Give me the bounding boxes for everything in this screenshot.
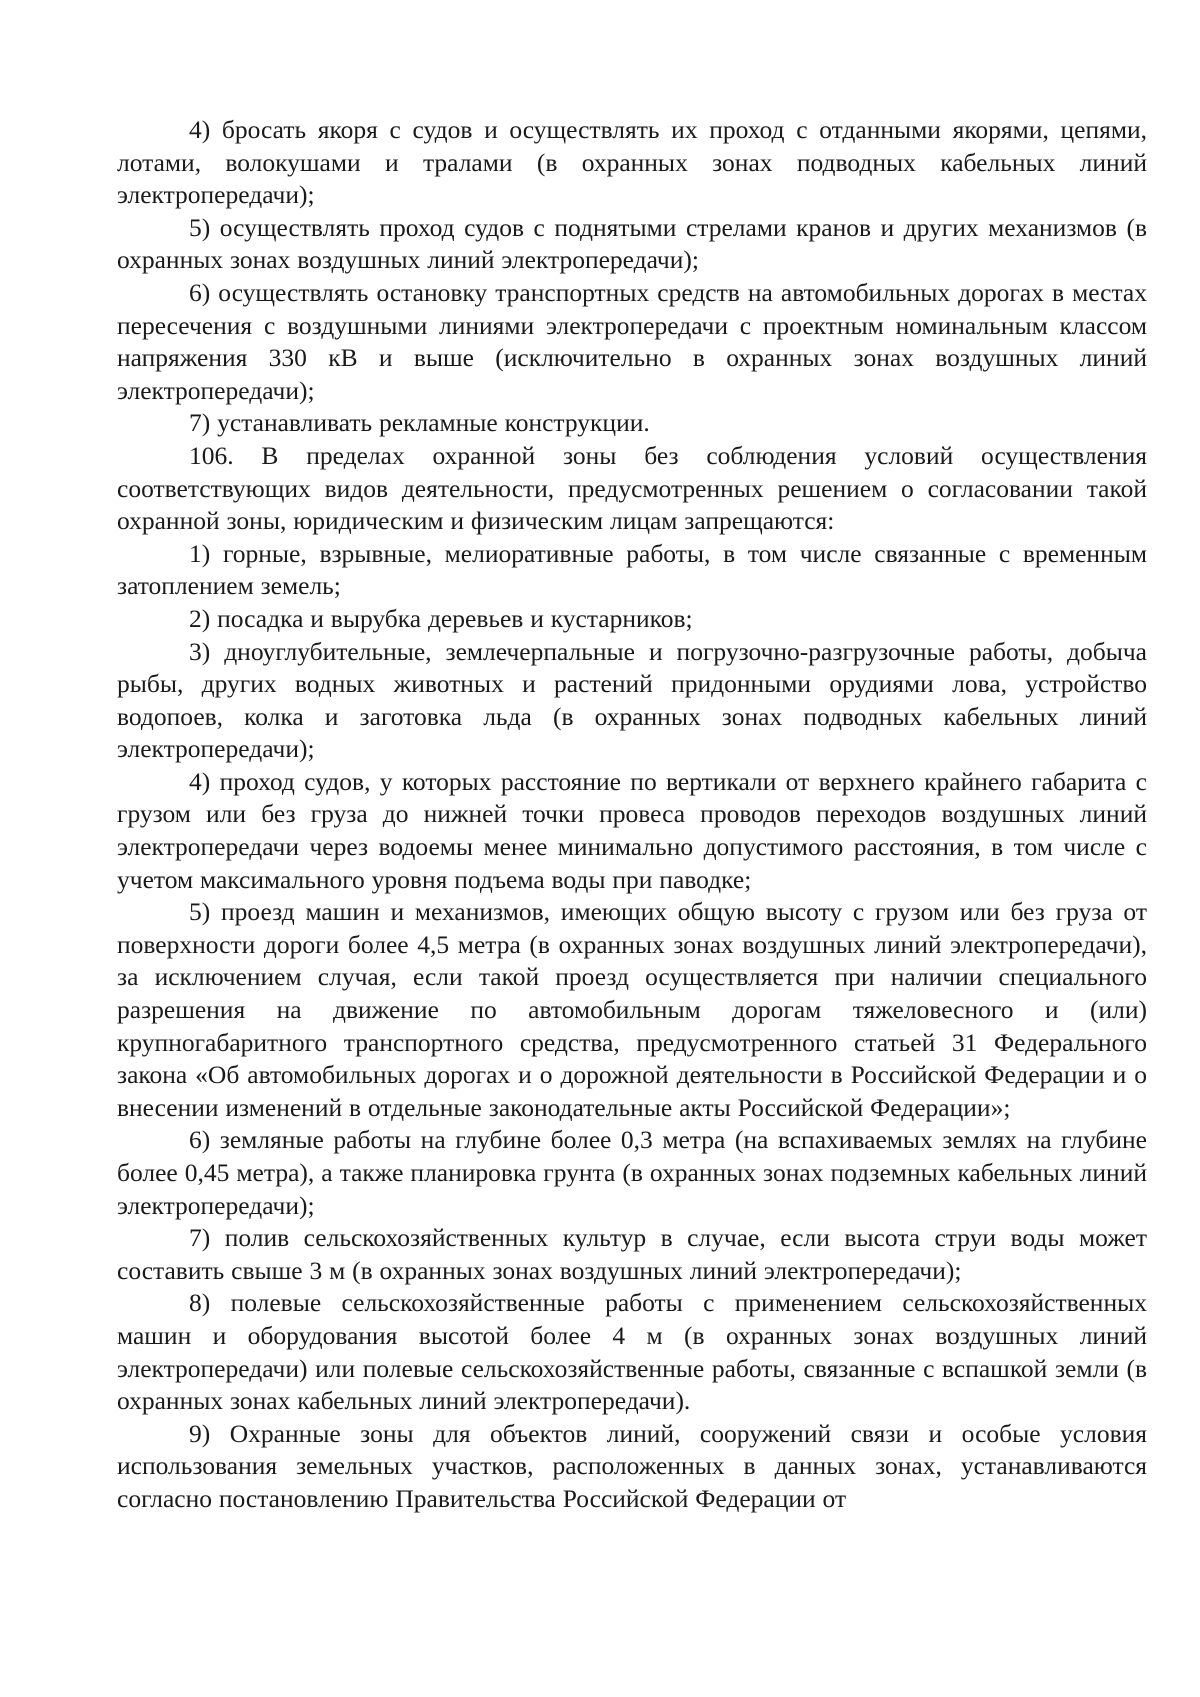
paragraph-item-4-ship-passage: 4) проход судов, у которых расстояние по вертикали от верхнего крайнего габарита с грузом или без груза до нижней точки провеса проводов переходов воздушных линий электропередачи через водоемы менее минимально допустимого расстояния, в том числе с учетом максимального уровня подъема воды при паводке; <box>117 766 1147 894</box>
paragraph-item-4-anchors: 4) бросать якоря с судов и осуществлять их проход с отданными якорями, цепями, лотами, волокушами и тралами (в охранных зонах подводных кабельных линий электропередачи); <box>117 115 1147 210</box>
paragraph-item-7-advertising: 7) устанавливать рекламные конструкции. <box>189 408 650 438</box>
paragraph-item-2-trees: 2) посадка и вырубка деревьев и кустарников; <box>189 603 693 633</box>
paragraph-item-8-field-works: 8) полевые сельскохозяйственные работы с применением сельскохозяйственных машин и оборудования высотой более 4 м (в охранных зонах воздушных линий электропередачи) или полевые сельскохозяйственные работы, связанные с вспашкой земли (в охранных зонах кабельных линий электропередачи). <box>117 1288 1147 1416</box>
paragraph-item-5-vehicle-height: 5) проезд машин и механизмов, имеющих общую высоту с грузом или без груза от поверхности дороги более 4,5 метра (в охранных зонах воздушных линий электропередачи), за исключением случая, если такой проезд осуществляется при наличии специального разрешения на движение по автомобильным дорогам тяжеловесного и (или) крупногабаритного транспортного средства, предусмотренного статьей 31 Федерального закона «Об автомобильных дорогах и о дорожной деятельности в Российской Федерации и о внесении изменений в отдельные законодательные акты Российской Федерации»; <box>117 897 1147 1122</box>
paragraph-clause-106: 106. В пределах охранной зоны без соблюдения условий осуществления соответствующих видов деятельности, предусмотренных решением о согласовании такой охранной зоны, юридическим и физическим лицам запрещаются: <box>117 440 1147 536</box>
paragraph-item-6-vehicle-stop: 6) осуществлять остановку транспортных средств на автомобильных дорогах в местах пересечения с воздушными линиями электропередачи с проектным номинальным классом напряжения 330 кВ и выше (исключительно в охранных зонах воздушных линий электропередачи); <box>117 277 1147 405</box>
paragraph-item-5-ship-cranes: 5) осуществлять проход судов с поднятыми стрелами кранов и других механизмов (в охранных зонах воздушных линий электропередачи); <box>117 212 1147 275</box>
document-page <box>117 114 1147 1516</box>
paragraph-item-3-dredging: 3) дноуглубительные, землечерпальные и погрузочно-разгрузочные работы, добыча рыбы, других водных животных и растений придонными орудиями лова, устройство водопоев, колка и заготовка льда (в охранных зонах подводных кабельных линий электропередачи); <box>117 636 1147 764</box>
paragraph-item-7-irrigation: 7) полив сельскохозяйственных культур в случае, если высота струи воды может составить свыше 3 м (в охранных зонах воздушных линий электропередачи); <box>117 1223 1147 1285</box>
paragraph-item-6-earthworks: 6) земляные работы на глубине более 0,3 метра (на вспахиваемых землях на глубине более 0,45 метра), а также планировка грунта (в охранных зонах подземных кабельных линий электропередачи); <box>117 1125 1147 1220</box>
paragraph-item-9-communication-zones: 9) Охранные зоны для объектов линий, сооружений связи и особые условия использования земельных участков, расположенных в данных зонах, устанавливаются согласно постановлению Правительства Российской Федерации от <box>117 1418 1147 1513</box>
paragraph-item-1-mining: 1) горные, взрывные, мелиоративные работы, в том числе связанные с временным затоплением земель; <box>117 538 1147 601</box>
